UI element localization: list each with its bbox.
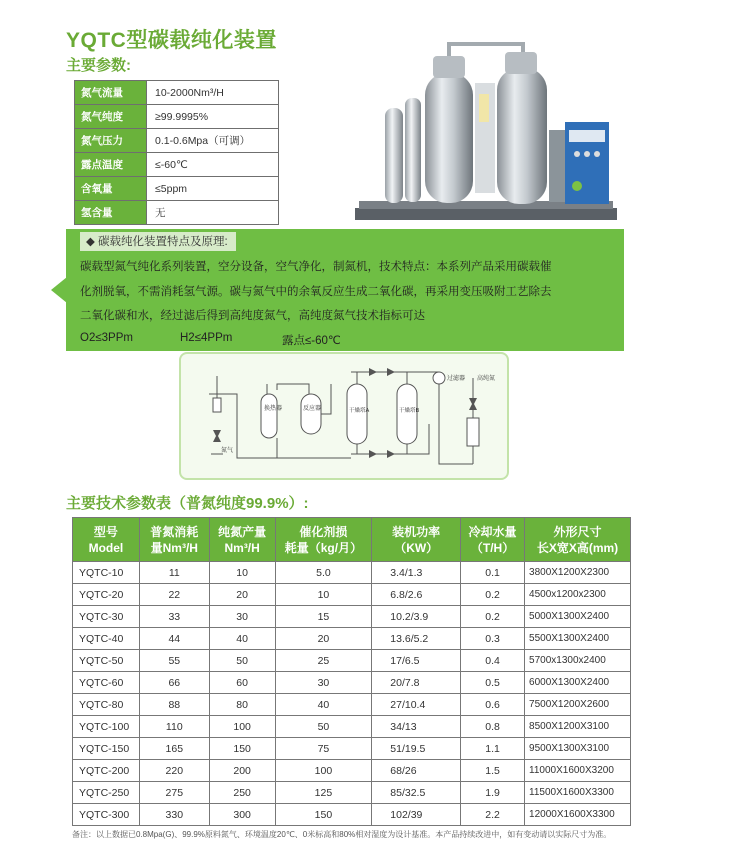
cell-feed: 22 — [139, 584, 209, 606]
cell-feed: 275 — [139, 782, 209, 804]
cell-feed: 165 — [139, 738, 209, 760]
table-header-row — [73, 518, 631, 562]
table-row — [73, 584, 631, 606]
param-value: ≤5ppm — [147, 177, 279, 201]
cell-power: 6.8/2.6 — [372, 584, 461, 606]
cell-water: 0.8 — [461, 716, 525, 738]
param-value: ≥99.9995% — [147, 105, 279, 129]
label-output: 高纯氮 — [477, 375, 496, 382]
features-text-line: 碳载型氮气纯化系列装置，空分设备，空气净化，制氮机，技术特点：本系列产品采用碳载催 — [80, 261, 552, 273]
cell-dimensions: 5700x1300x2400 — [525, 650, 631, 672]
cell-model: YQTC-20 — [73, 584, 140, 606]
cell-dimensions: 3800X1200X2300 — [525, 562, 631, 584]
table-row — [73, 694, 631, 716]
cell-catalyst: 150 — [275, 804, 372, 826]
table-row — [73, 650, 631, 672]
header-dimensions: 外形尺寸 长X宽X高(mm) — [525, 518, 631, 562]
label-reactor: 反应器 — [303, 405, 322, 412]
label-heat-exchanger: 换热器 — [264, 405, 283, 412]
cell-dimensions: 9500X1300X3100 — [525, 738, 631, 760]
cell-catalyst: 20 — [275, 628, 372, 650]
table-row — [73, 738, 631, 760]
param-row — [75, 201, 279, 225]
cell-dimensions: 6000X1300X2400 — [525, 672, 631, 694]
param-row — [75, 153, 279, 177]
features-text-line: 二氧化碳和水，经过滤后得到高纯度氮气，高纯度氮气技术指标可达 — [80, 310, 425, 322]
cell-model: YQTC-300 — [73, 804, 140, 826]
cell-model: YQTC-50 — [73, 650, 140, 672]
cell-feed: 44 — [139, 628, 209, 650]
cell-model: YQTC-10 — [73, 562, 140, 584]
cell-power: 34/13 — [372, 716, 461, 738]
cell-output: 300 — [209, 804, 275, 826]
cell-output: 40 — [209, 628, 275, 650]
cell-model: YQTC-40 — [73, 628, 140, 650]
table-row — [73, 782, 631, 804]
cell-dimensions: 5500X1300X2400 — [525, 628, 631, 650]
table-title: 主要技术参数表（普氮纯度99.9%）: — [66, 495, 309, 512]
cell-power: 85/32.5 — [372, 782, 461, 804]
label-dryer-a: 干燥塔A — [349, 408, 370, 414]
cell-dimensions: 8500X1200X3100 — [525, 716, 631, 738]
cell-output: 80 — [209, 694, 275, 716]
cell-power: 102/39 — [372, 804, 461, 826]
param-key: 氮气纯度 — [75, 105, 147, 129]
header-feed-consumption: 普氮消耗 量Nm³/H — [139, 518, 209, 562]
cell-power: 51/19.5 — [372, 738, 461, 760]
table-row — [73, 716, 631, 738]
cell-feed: 55 — [139, 650, 209, 672]
features-text-line: 化剂脱氧，不需消耗氢气源。碳与氮气中的余氧反应生成二氧化碳，再采用变压吸附工艺除去 — [80, 286, 552, 298]
cell-catalyst: 30 — [275, 672, 372, 694]
param-value: 10-2000Nm³/H — [147, 81, 279, 105]
label-filter: 过滤器 — [447, 375, 466, 382]
cell-water: 0.2 — [461, 606, 525, 628]
features-heading: ◆ 碳载纯化装置特点及原理: — [80, 232, 236, 251]
header-output: 纯氮产量 Nm³/H — [209, 518, 275, 562]
cell-dimensions: 5000X1300X2400 — [525, 606, 631, 628]
cell-feed: 88 — [139, 694, 209, 716]
cell-output: 60 — [209, 672, 275, 694]
cell-catalyst: 25 — [275, 650, 372, 672]
cell-feed: 110 — [139, 716, 209, 738]
table-body — [73, 562, 631, 826]
spec-h2: H2≤4PPm — [180, 332, 233, 344]
param-key: 露点温度 — [75, 153, 147, 177]
spec-dewpoint: 露点≤-60℃ — [282, 335, 341, 347]
footnote: 备注：以上数据已0.8Mpa(G)、99.9%原料氮气、环境温度20℃、0米标高和80%相对湿度为设计基准。本产品持续改进中，如有变动请以实际尺寸为准。 — [72, 830, 612, 839]
header-model: 型号 Model — [73, 518, 140, 562]
cell-output: 200 — [209, 760, 275, 782]
cell-catalyst: 75 — [275, 738, 372, 760]
cell-water: 1.9 — [461, 782, 525, 804]
cell-model: YQTC-80 — [73, 694, 140, 716]
table-row — [73, 562, 631, 584]
cell-model: YQTC-200 — [73, 760, 140, 782]
param-key: 氢含量 — [75, 201, 147, 225]
equipment-photo — [355, 38, 617, 224]
cell-feed: 11 — [139, 562, 209, 584]
cell-model: YQTC-250 — [73, 782, 140, 804]
param-key: 氮气压力 — [75, 129, 147, 153]
cell-dimensions: 7500X1200X2600 — [525, 694, 631, 716]
params-table — [74, 80, 279, 225]
cell-dimensions: 11000X1600X3200 — [525, 760, 631, 782]
cell-dimensions: 11500X1600X3300 — [525, 782, 631, 804]
cell-output: 100 — [209, 716, 275, 738]
cell-water: 0.1 — [461, 562, 525, 584]
cell-model: YQTC-30 — [73, 606, 140, 628]
cell-water: 0.3 — [461, 628, 525, 650]
cell-dimensions: 12000X1600X3300 — [525, 804, 631, 826]
cell-water: 0.6 — [461, 694, 525, 716]
params-heading: 主要参数: — [66, 57, 131, 74]
cell-power: 17/6.5 — [372, 650, 461, 672]
cell-water: 0.5 — [461, 672, 525, 694]
cell-catalyst: 15 — [275, 606, 372, 628]
cell-output: 30 — [209, 606, 275, 628]
cell-power: 10.2/3.9 — [372, 606, 461, 628]
page-title: YQTC型碳载纯化装置 — [66, 29, 277, 52]
param-value: 0.1-0.6Mpa（可调） — [147, 129, 279, 153]
process-diagram — [179, 352, 509, 480]
cell-output: 10 — [209, 562, 275, 584]
cell-output: 20 — [209, 584, 275, 606]
param-row — [75, 81, 279, 105]
table-row — [73, 606, 631, 628]
cell-output: 50 — [209, 650, 275, 672]
param-row — [75, 177, 279, 201]
cell-water: 1.1 — [461, 738, 525, 760]
cell-water: 0.4 — [461, 650, 525, 672]
cell-water: 0.2 — [461, 584, 525, 606]
table-row — [73, 672, 631, 694]
cell-catalyst: 10 — [275, 584, 372, 606]
cell-model: YQTC-150 — [73, 738, 140, 760]
header-catalyst-loss: 催化剂损 耗量（kg/月） — [275, 518, 372, 562]
label-input: 氮气 — [221, 447, 234, 454]
spec-o2: O2≤3PPm — [80, 332, 133, 344]
param-value: 无 — [147, 201, 279, 225]
cell-power: 27/10.4 — [372, 694, 461, 716]
param-row — [75, 129, 279, 153]
cell-feed: 33 — [139, 606, 209, 628]
cell-feed: 330 — [139, 804, 209, 826]
param-row — [75, 105, 279, 129]
param-key: 氮气流量 — [75, 81, 147, 105]
cell-catalyst: 100 — [275, 760, 372, 782]
cell-power: 3.4/1.3 — [372, 562, 461, 584]
param-key: 含氧量 — [75, 177, 147, 201]
table-row — [73, 628, 631, 650]
cell-feed: 66 — [139, 672, 209, 694]
header-power: 装机功率 （KW） — [372, 518, 461, 562]
tech-params-table — [72, 517, 631, 826]
cell-power: 68/26 — [372, 760, 461, 782]
param-value: ≤-60℃ — [147, 153, 279, 177]
header-cooling-water: 冷却水量 （T/H） — [461, 518, 525, 562]
cell-dimensions: 4500x1200x2300 — [525, 584, 631, 606]
cell-power: 20/7.8 — [372, 672, 461, 694]
cell-catalyst: 40 — [275, 694, 372, 716]
cell-water: 1.5 — [461, 760, 525, 782]
cell-model: YQTC-100 — [73, 716, 140, 738]
cell-output: 250 — [209, 782, 275, 804]
label-dryer-b: 干燥塔B — [399, 408, 420, 414]
cell-model: YQTC-60 — [73, 672, 140, 694]
cell-catalyst: 125 — [275, 782, 372, 804]
table-row — [73, 804, 631, 826]
table-row — [73, 760, 631, 782]
cell-output: 150 — [209, 738, 275, 760]
cell-feed: 220 — [139, 760, 209, 782]
cell-catalyst: 50 — [275, 716, 372, 738]
cell-water: 2.2 — [461, 804, 525, 826]
process-flow-svg — [181, 354, 507, 478]
callout-arrow — [51, 277, 67, 303]
cell-catalyst: 5.0 — [275, 562, 372, 584]
cell-power: 13.6/5.2 — [372, 628, 461, 650]
